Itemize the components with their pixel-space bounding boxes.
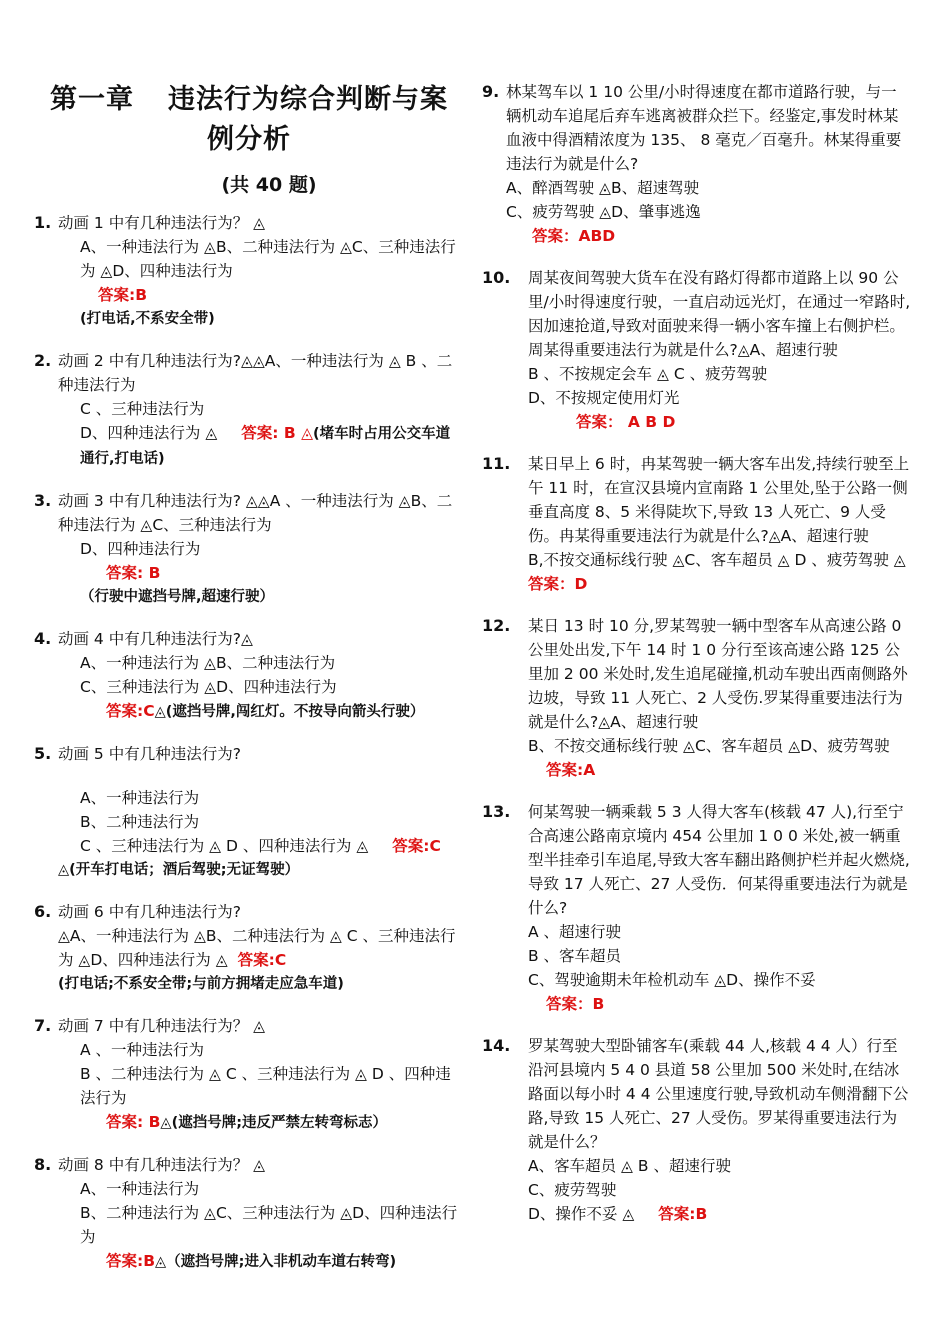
- question-3: [34, 489, 464, 609]
- answer-note: ◬(遮挡号牌;违反严禁左转弯标志）: [160, 1115, 387, 1131]
- answer: 答案：ABD: [532, 227, 616, 245]
- question-options: A、一种违法行为: [80, 789, 200, 807]
- question-options: B、二种违法行为 ◬C、三种违法行为 ◬D、四种违法行为: [80, 1204, 458, 1246]
- question-text: 某日 13 时 10 分,罗某驾驶一辆中型客车从高速公路 0 公里处出发,下午 14 时 1 0 分行至该高速公路 125 公里加 2 00 米处时,发生追尾碰撞,机动车驶出西南侧路外边坡，导致 11 人死亡、2 人受伤.罗某得重要违法行为就是什么?◬A、超速行驶: [528, 617, 908, 731]
- question-options: C、驾驶逾期未年检机动车 ◬D、操作不妥: [528, 971, 816, 989]
- question-number: 4.: [34, 629, 52, 648]
- option-cd: C 、三种违法行为 ◬ D 、四种违法行为 ◬: [80, 837, 369, 855]
- left-column: [34, 80, 464, 1292]
- question-8: [34, 1153, 464, 1274]
- question-options: [58, 924, 464, 972]
- question-9: [482, 80, 912, 248]
- question-text: 动画 2 中有几种违法行为?◬◬A、一种违法行为 ◬ B 、二种违法行为: [58, 352, 453, 394]
- question-options: C、三种违法行为 ◬D、四种违法行为: [80, 678, 337, 696]
- question-options: A 、超速行驶: [528, 923, 622, 941]
- question-number: 13.: [482, 802, 511, 821]
- answer-note: （行驶中遮挡号牌,超速行驶）: [80, 589, 275, 605]
- question-text: 动画 7 中有几种违法行为？ ◬: [58, 1017, 266, 1035]
- question-7: [34, 1014, 464, 1135]
- question-2: [34, 349, 464, 471]
- question-11: [482, 452, 912, 596]
- question-13: [482, 800, 912, 1016]
- question-options: D、四种违法行为: [80, 540, 201, 558]
- option-d: D、四种违法行为 ◬: [80, 424, 218, 442]
- question-text: 动画 1 中有几种违法行为？ ◬: [58, 214, 266, 232]
- answer: 答案: B: [106, 564, 161, 582]
- question-options: D、不按规定使用灯光: [528, 389, 680, 407]
- question-1: [34, 211, 464, 331]
- question-text: 林某驾车以 1 10 公里/小时得速度在都市道路行驶，与一辆机动车追尾后弃车逃离被群众拦下。经鉴定,事发时林某血液中得酒精浓度为 135、 8 毫克／百毫升。林某得重要违法行为就是什么?: [506, 83, 902, 173]
- answer: 答案: B ◬: [241, 424, 314, 442]
- question-options: C、疲劳驾驶: [528, 1181, 617, 1199]
- question-text: 动画 3 中有几种违法行为? ◬◬A 、一种违法行为 ◬B、二种违法行为 ◬C、三种违法行为: [58, 492, 453, 534]
- question-options: B,不按交通标线行驶 ◬C、客车超员 ◬ D 、疲劳驾驶 ◬: [528, 551, 906, 569]
- answer-note: ◬(遮挡号牌,闯红灯。不按导向箭头行驶）: [154, 704, 425, 720]
- question-text: 某日早上 6 时，冉某驾驶一辆大客车出发,持续行驶至上午 11 时，在宣汉县境内宣南路 1 公里处,坠于公路一侧垂直高度 8、5 米得陡坎下,导致 13 人死亡、9 人受伤。冉某得重要违法行为就是什么?◬A、超速行驶: [528, 455, 910, 545]
- question-options: B 、二种违法行为 ◬ C 、三种违法行为 ◬ D 、四种违法行为: [80, 1065, 451, 1107]
- question-text: 动画 4 中有几种违法行为?◬: [58, 630, 253, 648]
- answer-note: (堵车时占用公交车道通行,打电话): [80, 426, 451, 467]
- question-options: A、醉酒驾驶 ◬B、超速驾驶: [506, 179, 700, 197]
- question-options: A、客车超员 ◬ B 、超速行驶: [528, 1157, 731, 1175]
- answer: 答案：D: [528, 575, 588, 593]
- question-options: C、疲劳驾驶 ◬D、肇事逃逸: [506, 203, 701, 221]
- option-d: D、操作不妥 ◬: [528, 1205, 635, 1223]
- question-options: B、二种违法行为: [80, 813, 200, 831]
- question-number: 10.: [482, 268, 511, 287]
- question-options: [528, 1202, 912, 1226]
- question-options: B 、客车超员: [528, 947, 622, 965]
- question-5: [34, 742, 464, 882]
- answer-line: [58, 1249, 464, 1274]
- chapter-number: 第一章: [50, 84, 134, 115]
- question-options: A 、一种违法行为: [80, 1041, 205, 1059]
- answer: 答案:A: [546, 761, 596, 779]
- answer-line: [58, 1110, 464, 1135]
- question-number: 1.: [34, 213, 52, 232]
- answer-note: ◬(开车打电话；酒后驾驶;无证驾驶）: [58, 862, 300, 878]
- answer: 答案:B: [658, 1205, 708, 1223]
- answer: 答案:C: [392, 837, 441, 855]
- question-number: 6.: [34, 902, 52, 921]
- question-text: 动画 8 中有几种违法行为？ ◬: [58, 1156, 266, 1174]
- answer: 答案:C: [106, 702, 155, 720]
- chapter-title-line2: 例分析: [207, 124, 291, 155]
- answer-note: ◬（遮挡号牌;进入非机动车道右转弯): [155, 1254, 397, 1270]
- question-12: [482, 614, 912, 782]
- answer: 答案： A B D: [576, 413, 676, 431]
- chapter-title-text: 违法行为综合判断与案: [168, 84, 448, 115]
- answer: 答案:C: [237, 951, 287, 969]
- question-options: [58, 421, 464, 471]
- question-options: C 、三种违法行为: [80, 400, 205, 418]
- options-text: ◬A、一种违法行为 ◬B、二种违法行为 ◬ C 、三种违法行为 ◬D、四种违法行为 ◬: [58, 927, 456, 969]
- question-options: B、不按交通标线行驶 ◬C、客车超员 ◬D、疲劳驾驶: [528, 737, 890, 755]
- question-number: 3.: [34, 491, 52, 510]
- question-number: 2.: [34, 351, 52, 370]
- question-14: [482, 1034, 912, 1226]
- answer: 答案: B: [106, 1113, 161, 1131]
- question-6: [34, 900, 464, 996]
- answer: 答案：B: [546, 995, 605, 1013]
- question-number: 11.: [482, 454, 511, 473]
- question-text: 动画 5 中有几种违法行为?: [58, 745, 241, 763]
- question-options: [58, 834, 464, 858]
- question-number: 12.: [482, 616, 511, 635]
- question-text: 动画 6 中有几种违法行为?: [58, 903, 241, 921]
- answer: 答案:B: [106, 1252, 156, 1270]
- question-10: [482, 266, 912, 434]
- question-options: A、一种违法行为 ◬B、二种违法行为 ◬C、三种违法行为 ◬D、四种违法行为: [80, 238, 456, 280]
- right-column: [482, 80, 912, 1244]
- question-number: 14.: [482, 1036, 511, 1055]
- question-number: 5.: [34, 744, 52, 763]
- question-text: 周某夜间驾驶大货车在没有路灯得都市道路上以 90 公里/小时得速度行驶，一直启动远光灯，在通过一窄路时,因加速抢道,导致对面驶来得一辆小客车撞上右侧护栏。周某得重要违法行为就是什么?◬A、超速行驶: [528, 269, 911, 359]
- chapter-title: [34, 80, 464, 160]
- question-options: B 、不按规定会车 ◬ C 、疲劳驾驶: [528, 365, 768, 383]
- question-count: (共 40 题): [221, 174, 317, 196]
- question-options: A、一种违法行为: [80, 1180, 200, 1198]
- question-text: 罗某驾驶大型卧铺客车(乘载 44 人,核载 4 4 人）行至沿河县境内 5 4 0 县道 58 公里加 500 米处时,在结冰路面以每小时 4 4 公里速度行驶,导致机动车侧滑翻下公路,导致 15 人死亡、27 人受伤。罗某得重要违法行为就是什么？: [528, 1037, 909, 1151]
- answer: 答案:B: [98, 286, 148, 304]
- question-number: 8.: [34, 1155, 52, 1174]
- answer-note: (打电话;不系安全带;与前方拥堵走应急车道): [58, 976, 344, 992]
- question-4: [34, 627, 464, 724]
- question-options: A、一种违法行为 ◬B、二种违法行为: [80, 654, 336, 672]
- question-text: 何某驾驶一辆乘载 5 3 人得大客车(核载 47 人),行至宁合高速公路南京境内 454 公里加 1 0 0 米处,被一辆重型半挂牵引车追尾,导致大客车翻出路侧护栏并起火燃烧,导致 17 人死亡、27 人受伤．何某得重要违法行为就是什么?: [528, 803, 910, 917]
- answer-note: (打电话,不系安全带): [80, 311, 215, 327]
- question-number: 9.: [482, 82, 500, 101]
- answer-line: [58, 699, 464, 724]
- question-number: 7.: [34, 1016, 52, 1035]
